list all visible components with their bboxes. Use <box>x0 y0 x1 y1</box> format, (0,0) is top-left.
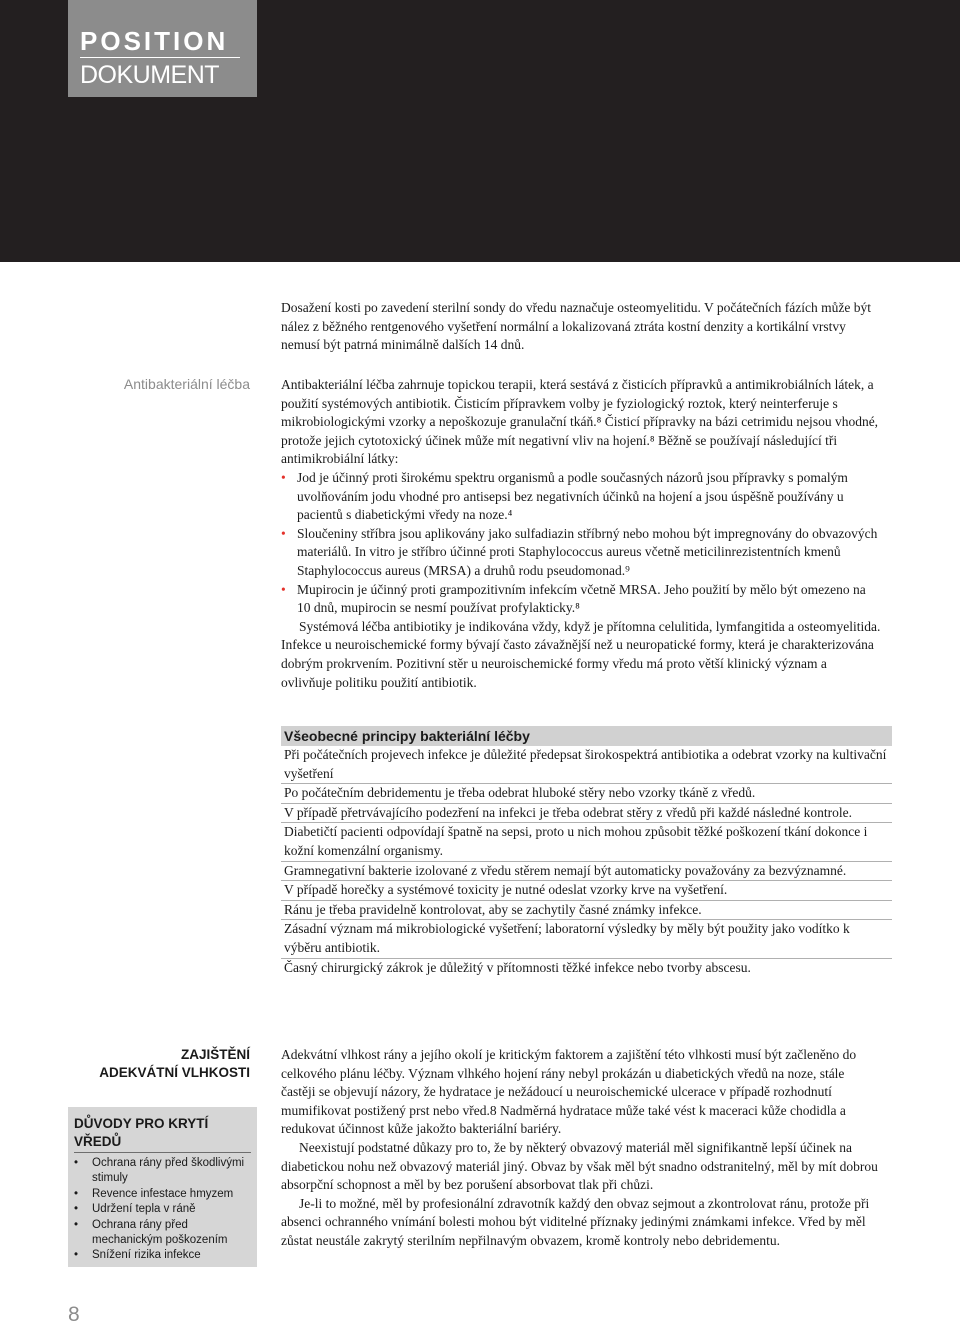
list-item <box>74 1202 251 1217</box>
list-item <box>281 469 881 525</box>
moisture-paragraph: Adekvátní vlhkost rány a jejího okolí je kritickým faktorem a zajištění této vlhkosti musí být začleněno do celkového plánu léčby. Význam vlhkého hojení rány nebyl prokázán u diabetických vředů na noze, stále častěji se objevují názory, že hydratace je nežádoucí u neuroischemické ulcerace v případě rozhodnutí mumifikovat postižený prst nebo vřed.8 Nadměrná hydratace může také vést k maceraci kůže chodidla a redukovat účinnost kůže jakožto bakteriální bariéry. <box>281 1047 857 1137</box>
intro-text: Dosažení kosti po zavedení sterilní sondy do vředu naznačuje osteomyelitidu. V počátečních fázích může být nález z běžného rentgenového vyšetření normální a lokalizovaná ztráta kostní denzity a kortikální vrstvy nemusí být patrná minimálně dalších 14 dnů. <box>281 300 871 353</box>
list-item-text: Ochrana rány před škodlivými stimuly <box>92 1157 245 1185</box>
bullet-icon: • <box>74 1203 79 1216</box>
bullet-icon: • <box>281 581 286 597</box>
reasons-box <box>68 1107 257 1267</box>
list-item-text: Ochrana rány před mechanickým poškozením <box>92 1218 228 1247</box>
list-item <box>74 1248 251 1263</box>
section-heading-antibiotic: Antibakteriální léčba <box>123 376 250 392</box>
list-item-text: Snížení rizika infekce <box>92 1249 201 1262</box>
antibiotic-paragraph-2: Systémová léčba antibiotiky je indikována vždy, když je přítomna celulitida, lymfangitida a osteomyelitida. Infekce u neuroischemické formy bývají často závažnější než u neuropatické formy, která je charakterizována dobrým prokrvením. Pozitivní stěr u neuroischemické formy vředu má proto větší klinický význam a ovlivňuje politiku použití antibiotik. <box>281 618 881 690</box>
principles-heading: Všeobecné principy bakteriální léčby <box>281 726 892 746</box>
list-item-text: Jod je účinný proti širokému spektru organismů a podle současných názorů jsou přípravky s pomalým uvolňováním jodu vhodné pro antisepsi bez negativních účinků na hojení a jsou úspěšně používány u pacientů s diabetickými vředy na noze.⁴ <box>297 469 848 523</box>
badge-title-line2: DOKUMENT <box>80 61 220 89</box>
list-item <box>281 581 881 618</box>
list-item <box>74 1156 251 1187</box>
bullet-icon: • <box>74 1187 79 1200</box>
reasons-heading: DŮVODY PRO KRYTÍ VŘEDŮ <box>74 1115 251 1153</box>
position-document-badge <box>68 0 257 97</box>
antimicrobial-list <box>281 469 881 618</box>
list-item <box>74 1187 251 1202</box>
moisture-heading-line2: ADEKVÁTNÍ VLHKOSTI <box>99 1065 250 1080</box>
list-item-text: Udržení tepla v ráně <box>92 1203 196 1216</box>
page-number: 8 <box>68 1303 80 1326</box>
list-item-text: Revence infestace hmyzem <box>92 1187 234 1200</box>
bullet-icon: • <box>74 1218 79 1231</box>
principle-item: Po počátečním debridementu je třeba odebrat hluboké stěry nebo vzorky tkáně z vředů. <box>281 784 892 804</box>
list-item-text: Sloučeniny stříbra jsou aplikovány jako sulfadiazin stříbrný nebo mohou být impregnovány do obvazových materiálů. In vitro je stříbro účinné proti Staphylococcus aureus včetně meticilinrezistentních kmenů Staphylococcus aureus (MRSA) a druhů rodu pseudomonad.⁹ <box>297 525 878 578</box>
badge-divider <box>80 57 240 58</box>
bullet-icon: • <box>74 1157 79 1169</box>
principles-box <box>281 726 892 977</box>
moisture-paragraph: Neexistují podstatné důkazy pro to, že by některý obvazový materiál měl signifikantně lepší účinek na diabetickou nohu než obvazový materiál jiný. Obvaz by však měl být snadno odstranitelný, měl by mít dobrou absorpční schopnost a měl by bez porušení absorbovat tlak při chůzi. <box>281 1139 878 1193</box>
bullet-icon: • <box>74 1249 79 1262</box>
antibiotic-section <box>281 376 881 692</box>
principle-item: Časný chirurgický zákrok je důležitý v přítomnosti těžké infekce nebo tvorby abscesu. <box>284 959 751 975</box>
reasons-list <box>74 1156 251 1264</box>
antibiotic-paragraph-1: Antibakteriální léčba zahrnuje topickou terapii, která sestává z čisticích přípravků a antimikrobiálních látek, a použití systémových antibiotik. Čisticím přípravkem volby je fyziologický roztok, který neinterferuje s mikrobiologickými vzorky a nepoškozuje granulační tkáň.⁸ Čisticí přípravky na bázi cetrimidu nejsou vhodné, protože jejich cytotoxický účinek může mít negativní vliv na hojení.⁸ Běžně se používají následující tři antimikrobiální látky: <box>281 377 879 467</box>
bullet-icon: • <box>281 469 286 485</box>
header-band <box>0 0 960 262</box>
principle-item: Ránu je třeba pravidelně kontrolovat, aby se zachytily časné známky infekce. <box>281 901 892 921</box>
moisture-paragraph: Je-li to možné, měl by profesionální zdravotník každý den obvaz sejmout a zkontrolovat ránu, protože při absenci ochranného vnímání bolesti mohou být viditelné příznaky jedinými známkami infekce. Vřed by měl zůstat neustále zakrytý sterilním nepřilnavým obvazem, kromě kontroly nebo debridementu. <box>281 1195 870 1248</box>
intro-paragraph <box>281 299 881 355</box>
principle-item: Diabetičtí pacienti odpovídají špatně na sepsi, proto u nich mohou způsobit těžké poškození tkání dokonce i kožní komenzální organismy. <box>281 823 892 861</box>
section-heading-moisture <box>99 1046 250 1082</box>
principle-item: V případě přetrvávajícího podezření na infekci je třeba odebrat stěry z vředů při každé následné kontrole. <box>281 804 892 824</box>
list-item-text: Mupirocin je účinný proti grampozitivním infekcím včetně MRSA. Jeho použití by mělo být omezeno na 10 dnů, mupirocin se nesmí používat profylakticky.⁸ <box>297 581 866 616</box>
list-item <box>281 525 881 581</box>
list-item <box>74 1218 251 1249</box>
principle-item: Gramnegativní bakterie izolované z vředu stěrem nemají být automaticky považovány za bezvýznamné. <box>281 862 892 882</box>
moisture-heading-line1: ZAJIŠTĚNÍ <box>180 1047 250 1062</box>
principle-item: Zásadní význam má mikrobiologické vyšetření; laboratorní výsledky by měly být použity jako vodítko k výběru antibiotik. <box>281 920 892 958</box>
principle-item: Při počátečních projevech infekce je důležité předepsat širokospektrá antibiotika a odebrat vzorky na kultivační vyšetření <box>281 746 892 784</box>
principle-item: V případě horečky a systémové toxicity je nutné odeslat vzorky krve na vyšetření. <box>281 881 892 901</box>
moisture-section <box>281 1046 881 1251</box>
badge-title-line1: POSITION <box>80 26 229 56</box>
bullet-icon: • <box>281 525 286 541</box>
